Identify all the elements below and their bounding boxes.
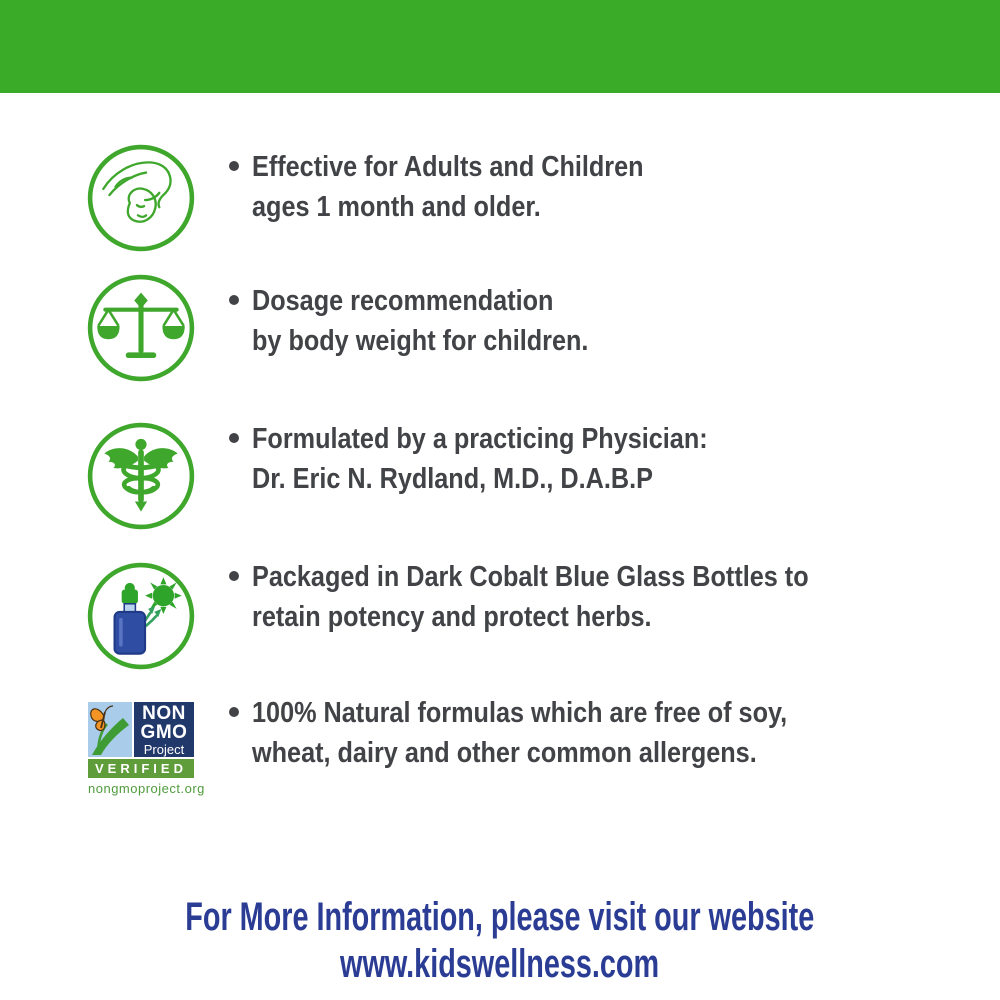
caduceus-icon — [85, 420, 197, 532]
bullet-dot — [229, 571, 239, 581]
dropper-bottle-sun-icon — [85, 560, 197, 672]
non-gmo-label — [134, 702, 194, 757]
dosage-scales-icon — [85, 272, 197, 384]
feature-row — [0, 142, 1000, 262]
top-green-banner — [0, 0, 1000, 93]
non-gmo-verified-badge — [88, 702, 205, 796]
bullet-dot — [229, 707, 239, 717]
bullet-line-2: retain potency and protect herbs. — [252, 601, 652, 633]
bullet-line-1: Packaged in Dark Cobalt Blue Glass Bottles to — [252, 561, 809, 593]
bullet-line-1: 100% Natural formulas which are free of soy, — [252, 697, 788, 729]
footer-info-text: For More Information, please visit our website — [185, 895, 815, 939]
mother-child-icon — [85, 142, 197, 254]
bullet-item — [229, 281, 639, 361]
feature-row — [0, 697, 1000, 822]
bullet-dot — [229, 161, 239, 171]
bullet-item — [229, 557, 892, 637]
feature-row — [0, 420, 1000, 540]
non-gmo-word-gmo: GMO — [140, 721, 188, 743]
bullet-line-2: Dr. Eric N. Rydland, M.D., D.A.B.P — [252, 463, 653, 495]
verified-band: VERIFIED — [88, 759, 194, 778]
bullet-line-2: wheat, dairy and other common allergens. — [252, 737, 757, 769]
bullet-item — [229, 419, 776, 499]
feature-row — [0, 560, 1000, 680]
bullet-line-2: ages 1 month and older. — [252, 191, 541, 223]
footer-website-url: www.kidswellness.com — [340, 942, 660, 986]
bullet-line-2: by body weight for children. — [252, 325, 589, 357]
butterfly-icon — [88, 702, 132, 757]
non-gmo-word-project: Project — [143, 741, 185, 757]
bullet-item — [229, 693, 867, 773]
bullet-item — [229, 147, 702, 227]
bullet-dot — [229, 433, 239, 443]
bullet-line-1: Formulated by a practicing Physician: — [252, 423, 708, 455]
bullet-dot — [229, 295, 239, 305]
bullet-line-1: Effective for Adults and Children — [252, 151, 644, 183]
non-gmo-url: nongmoproject.org — [88, 781, 205, 796]
bullet-line-1: Dosage recommendation — [252, 285, 554, 317]
feature-row — [0, 272, 1000, 392]
non-gmo-word-non: NON — [142, 702, 186, 724]
